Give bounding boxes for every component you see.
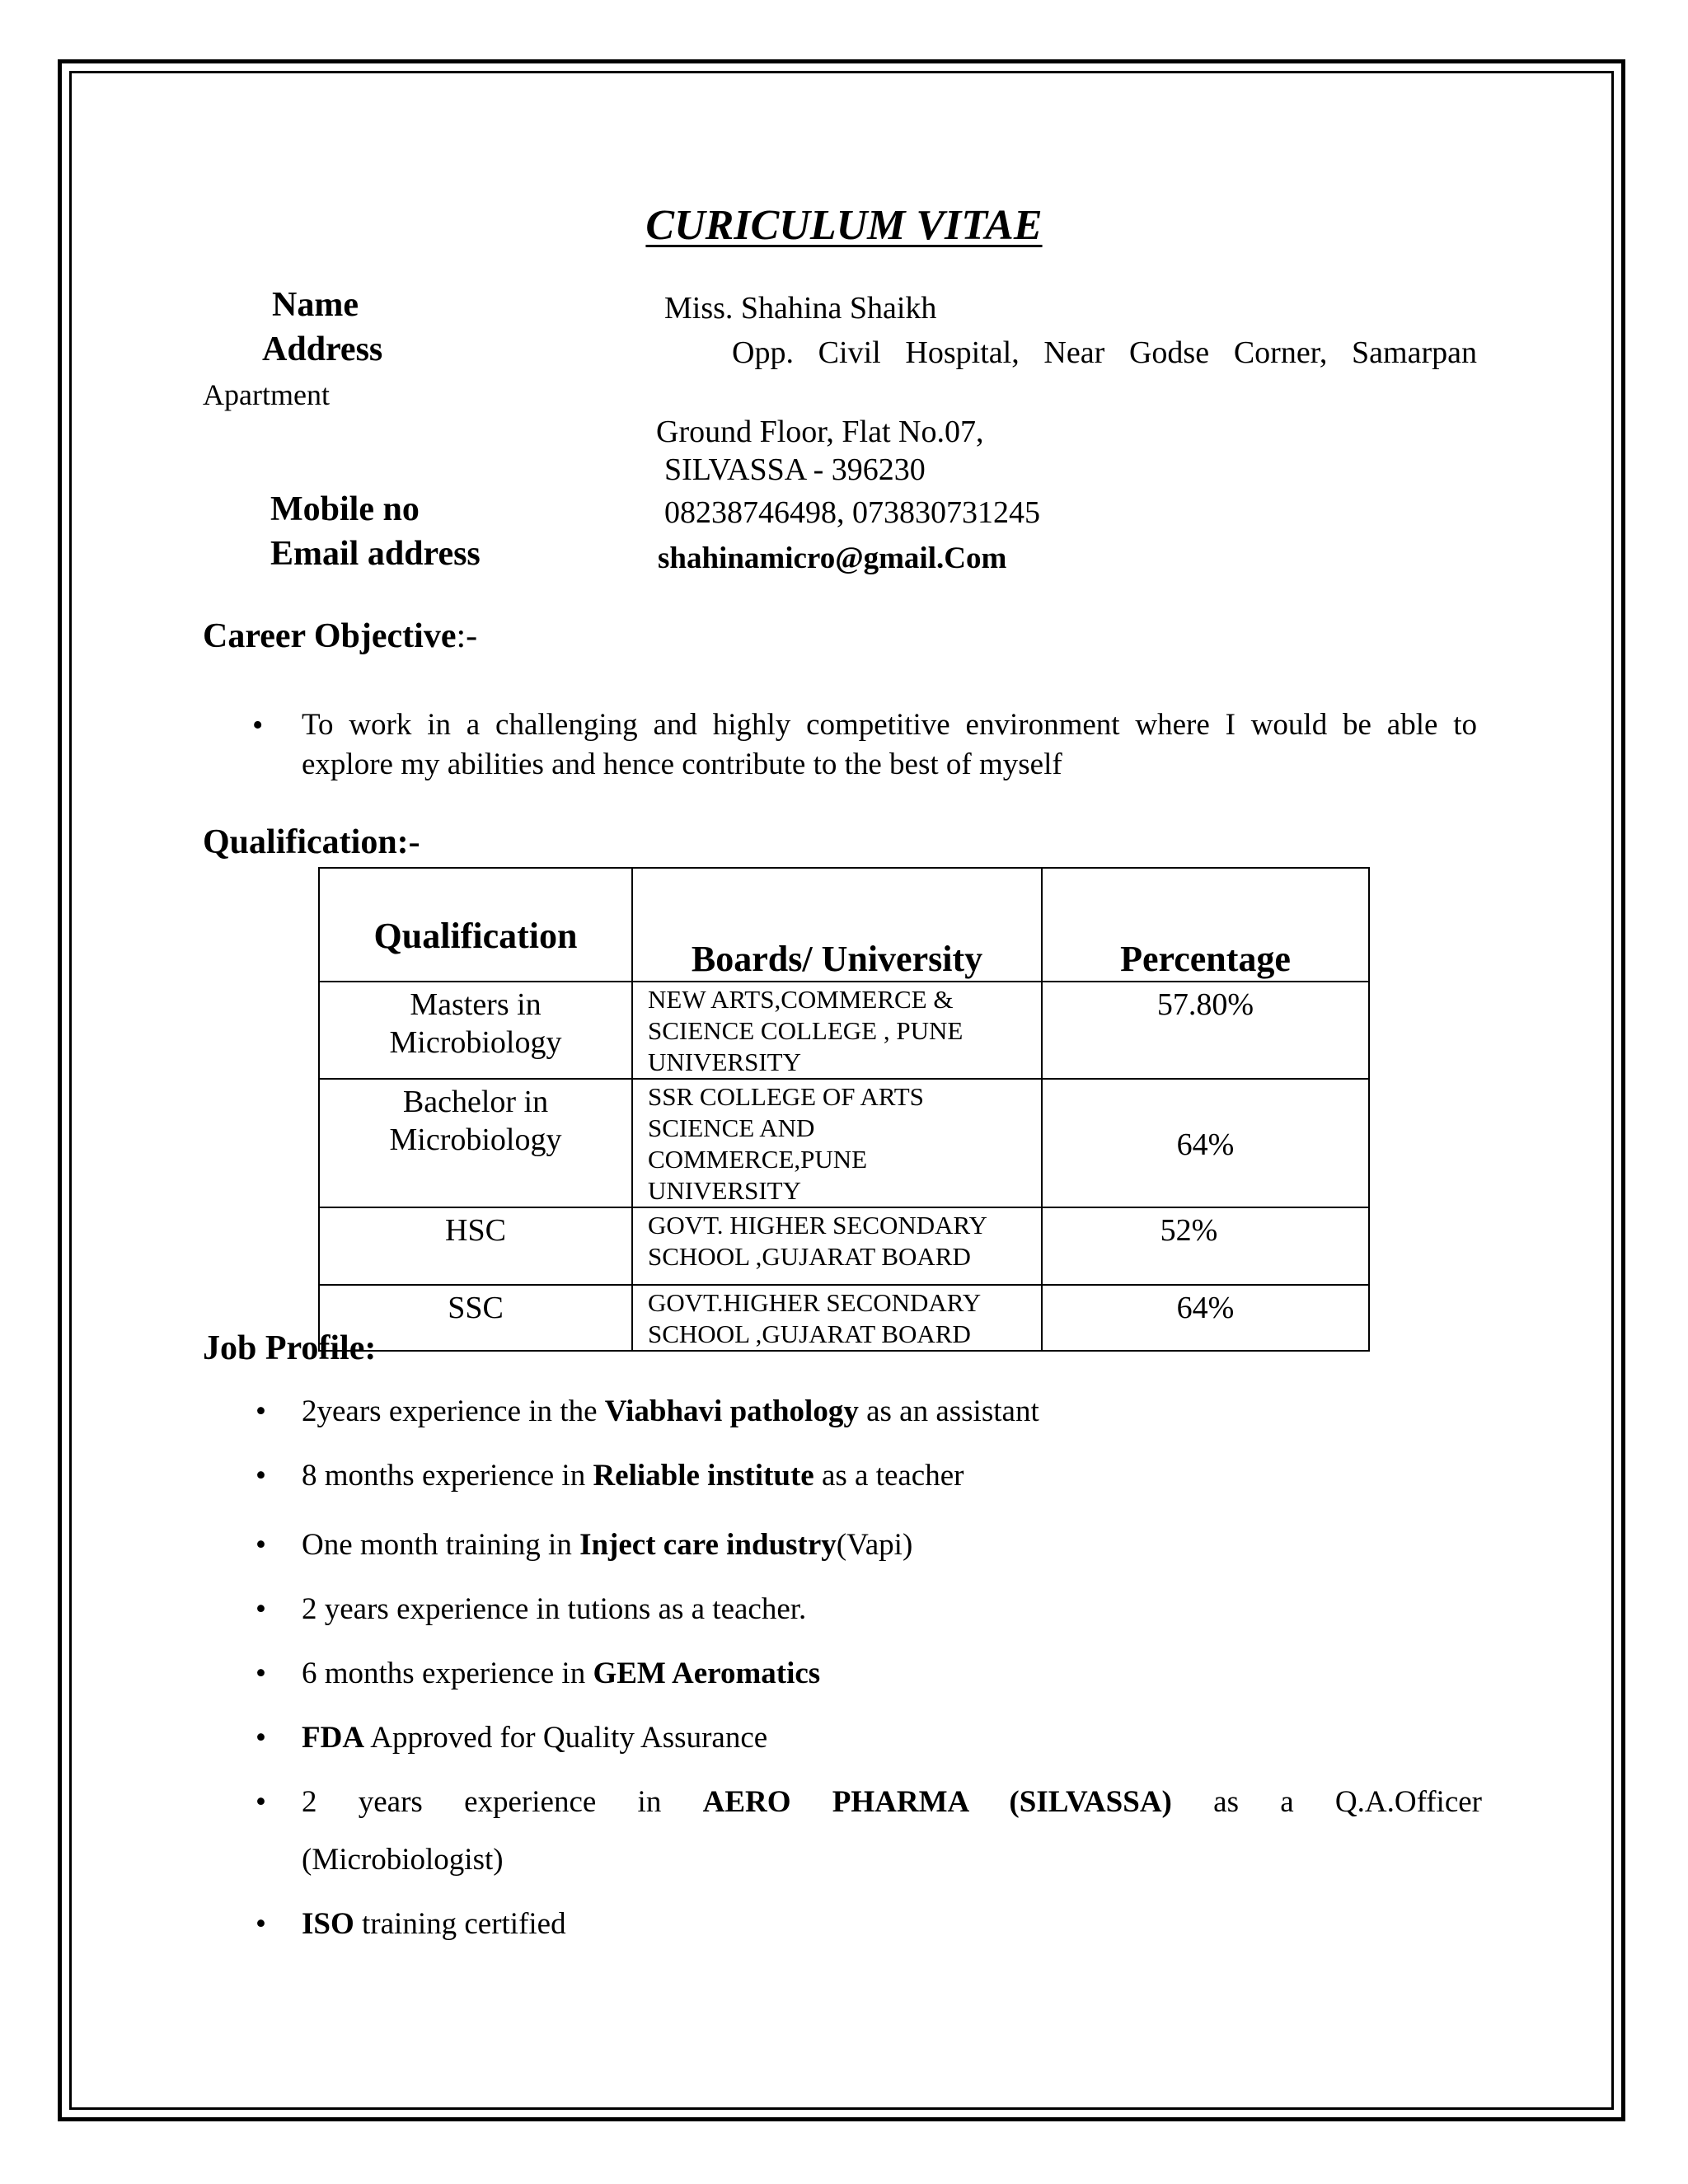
cell-line: COMMERCE,PUNE bbox=[648, 1145, 868, 1174]
qualification-cell bbox=[319, 1079, 632, 1207]
cell-line: GOVT. HIGHER SECONDARY bbox=[648, 1211, 987, 1240]
column-header: Boards/ University bbox=[632, 868, 1042, 982]
table-row bbox=[319, 1285, 1369, 1351]
cell-line: Microbiology bbox=[389, 1122, 562, 1157]
item-text: as a Q.A.Officer bbox=[1171, 1785, 1482, 1819]
cell-line: GOVT.HIGHER SECONDARY bbox=[648, 1288, 982, 1317]
table-row bbox=[319, 1207, 1369, 1285]
cell-line: SSR COLLEGE OF ARTS bbox=[648, 1082, 924, 1111]
address-label: Address bbox=[262, 330, 383, 368]
item-text: 8 months experience in bbox=[302, 1459, 593, 1493]
board-cell bbox=[632, 1079, 1042, 1207]
item-text: (Vapi) bbox=[836, 1528, 913, 1562]
bullet-icon: • bbox=[256, 1785, 266, 1819]
bullet-icon: • bbox=[256, 1907, 266, 1941]
item-bold-text: GEM Aeromatics bbox=[593, 1657, 821, 1690]
item-text: One month training in bbox=[302, 1528, 580, 1562]
career-objective-line-2: explore my abilities and hence contribute to the best of myself bbox=[302, 748, 1062, 781]
qualification-table bbox=[318, 867, 1370, 1352]
table-row bbox=[319, 982, 1369, 1079]
percentage-cell: 52% bbox=[1042, 1207, 1369, 1285]
list-item bbox=[256, 1516, 1482, 1574]
item-text: 2 years experience in bbox=[302, 1785, 703, 1819]
bullet-icon: • bbox=[256, 1592, 266, 1626]
bullet-icon: • bbox=[252, 708, 264, 743]
item-bold-text: Inject care industry bbox=[579, 1528, 837, 1562]
address-line-1: Opp. Civil Hospital, Near Godse Corner, Samarpan bbox=[732, 335, 1477, 370]
item-text: Approved for Quality Assurance bbox=[364, 1721, 768, 1755]
cell-line: Microbiology bbox=[389, 1025, 562, 1060]
item-text: 2years experience in the bbox=[302, 1394, 605, 1428]
qualification-cell bbox=[319, 1207, 632, 1285]
bullet-icon: • bbox=[256, 1459, 266, 1493]
percentage-cell: 64% bbox=[1042, 1079, 1369, 1207]
item-text: as a teacher bbox=[814, 1459, 964, 1493]
list-item bbox=[256, 1581, 1482, 1638]
percentage-cell: 57.80% bbox=[1042, 982, 1369, 1079]
cell-line: SCHOOL ,GUJARAT BOARD bbox=[648, 1242, 971, 1271]
career-objective-title: Career Objective bbox=[203, 617, 457, 655]
bullet-icon: • bbox=[256, 1394, 266, 1428]
cell-line: NEW ARTS,COMMERCE & bbox=[648, 985, 954, 1014]
address-line-1b: Apartment bbox=[203, 378, 330, 411]
item-text: (Microbiologist) bbox=[302, 1843, 504, 1877]
cell-line: SSC bbox=[448, 1291, 504, 1325]
list-item bbox=[256, 1896, 1482, 1953]
item-bold-text: Viabhavi pathology bbox=[604, 1394, 859, 1428]
list-item bbox=[256, 1383, 1482, 1441]
career-objective-line-1: To work in a challenging and highly competitive environment where I would be able to bbox=[302, 708, 1477, 742]
list-item bbox=[256, 1645, 1482, 1703]
item-bold-text: Reliable institute bbox=[593, 1459, 814, 1493]
bullet-icon: • bbox=[256, 1528, 266, 1562]
list-item bbox=[256, 1774, 1482, 1889]
item-text: 2 years experience in tutions as a teacher. bbox=[302, 1592, 807, 1626]
email-value: shahinamicro@gmail.Com bbox=[658, 541, 1007, 575]
job-profile-heading: Job Profile: bbox=[203, 1329, 377, 1367]
document-title: CURICULUM VITAE bbox=[645, 202, 1043, 249]
item-text: 6 months experience in bbox=[302, 1657, 593, 1690]
column-header: Percentage bbox=[1042, 868, 1369, 982]
percentage-cell: 64% bbox=[1042, 1285, 1369, 1351]
mobile-label: Mobile no bbox=[270, 490, 420, 528]
cell-line: UNIVERSITY bbox=[648, 1047, 801, 1076]
table-header-row bbox=[319, 868, 1369, 982]
bullet-icon: • bbox=[256, 1721, 266, 1755]
career-objective-suffix: :- bbox=[456, 617, 478, 655]
table-row bbox=[319, 1079, 1369, 1207]
cell-line: Masters in bbox=[410, 987, 542, 1022]
cell-line: UNIVERSITY bbox=[648, 1176, 801, 1205]
mobile-value: 08238746498, 073830731245 bbox=[664, 495, 1040, 530]
item-text: as an assistant bbox=[858, 1394, 1039, 1428]
list-item bbox=[256, 1447, 1482, 1505]
name-value: Miss. Shahina Shaikh bbox=[664, 291, 937, 326]
board-cell bbox=[632, 982, 1042, 1079]
bullet-icon: • bbox=[256, 1657, 266, 1690]
email-label: Email address bbox=[270, 535, 481, 573]
item-line bbox=[302, 1774, 1482, 1831]
qualification-cell bbox=[319, 982, 632, 1079]
column-header: Qualification bbox=[319, 868, 632, 982]
cell-line: SCIENCE AND bbox=[648, 1113, 815, 1142]
address-line-3: SILVASSA - 396230 bbox=[664, 452, 926, 487]
cell-line: HSC bbox=[445, 1213, 506, 1248]
cell-line: Bachelor in bbox=[402, 1085, 549, 1119]
item-bold-text: ISO bbox=[302, 1907, 354, 1941]
address-line-2: Ground Floor, Flat No.07, bbox=[656, 415, 984, 449]
item-text: training certified bbox=[354, 1907, 566, 1941]
item-bold-text: FDA bbox=[302, 1721, 365, 1755]
item-bold-text: AERO PHARMA (SILVASSA) bbox=[702, 1785, 1172, 1819]
name-label: Name bbox=[272, 286, 359, 324]
cell-line: SCHOOL ,GUJARAT BOARD bbox=[648, 1319, 971, 1348]
career-objective-heading bbox=[203, 616, 477, 656]
qualification-heading: Qualification:- bbox=[203, 823, 420, 861]
list-item bbox=[256, 1709, 1482, 1767]
board-cell bbox=[632, 1207, 1042, 1285]
cell-line: SCIENCE COLLEGE , PUNE bbox=[648, 1016, 964, 1045]
board-cell bbox=[632, 1285, 1042, 1351]
